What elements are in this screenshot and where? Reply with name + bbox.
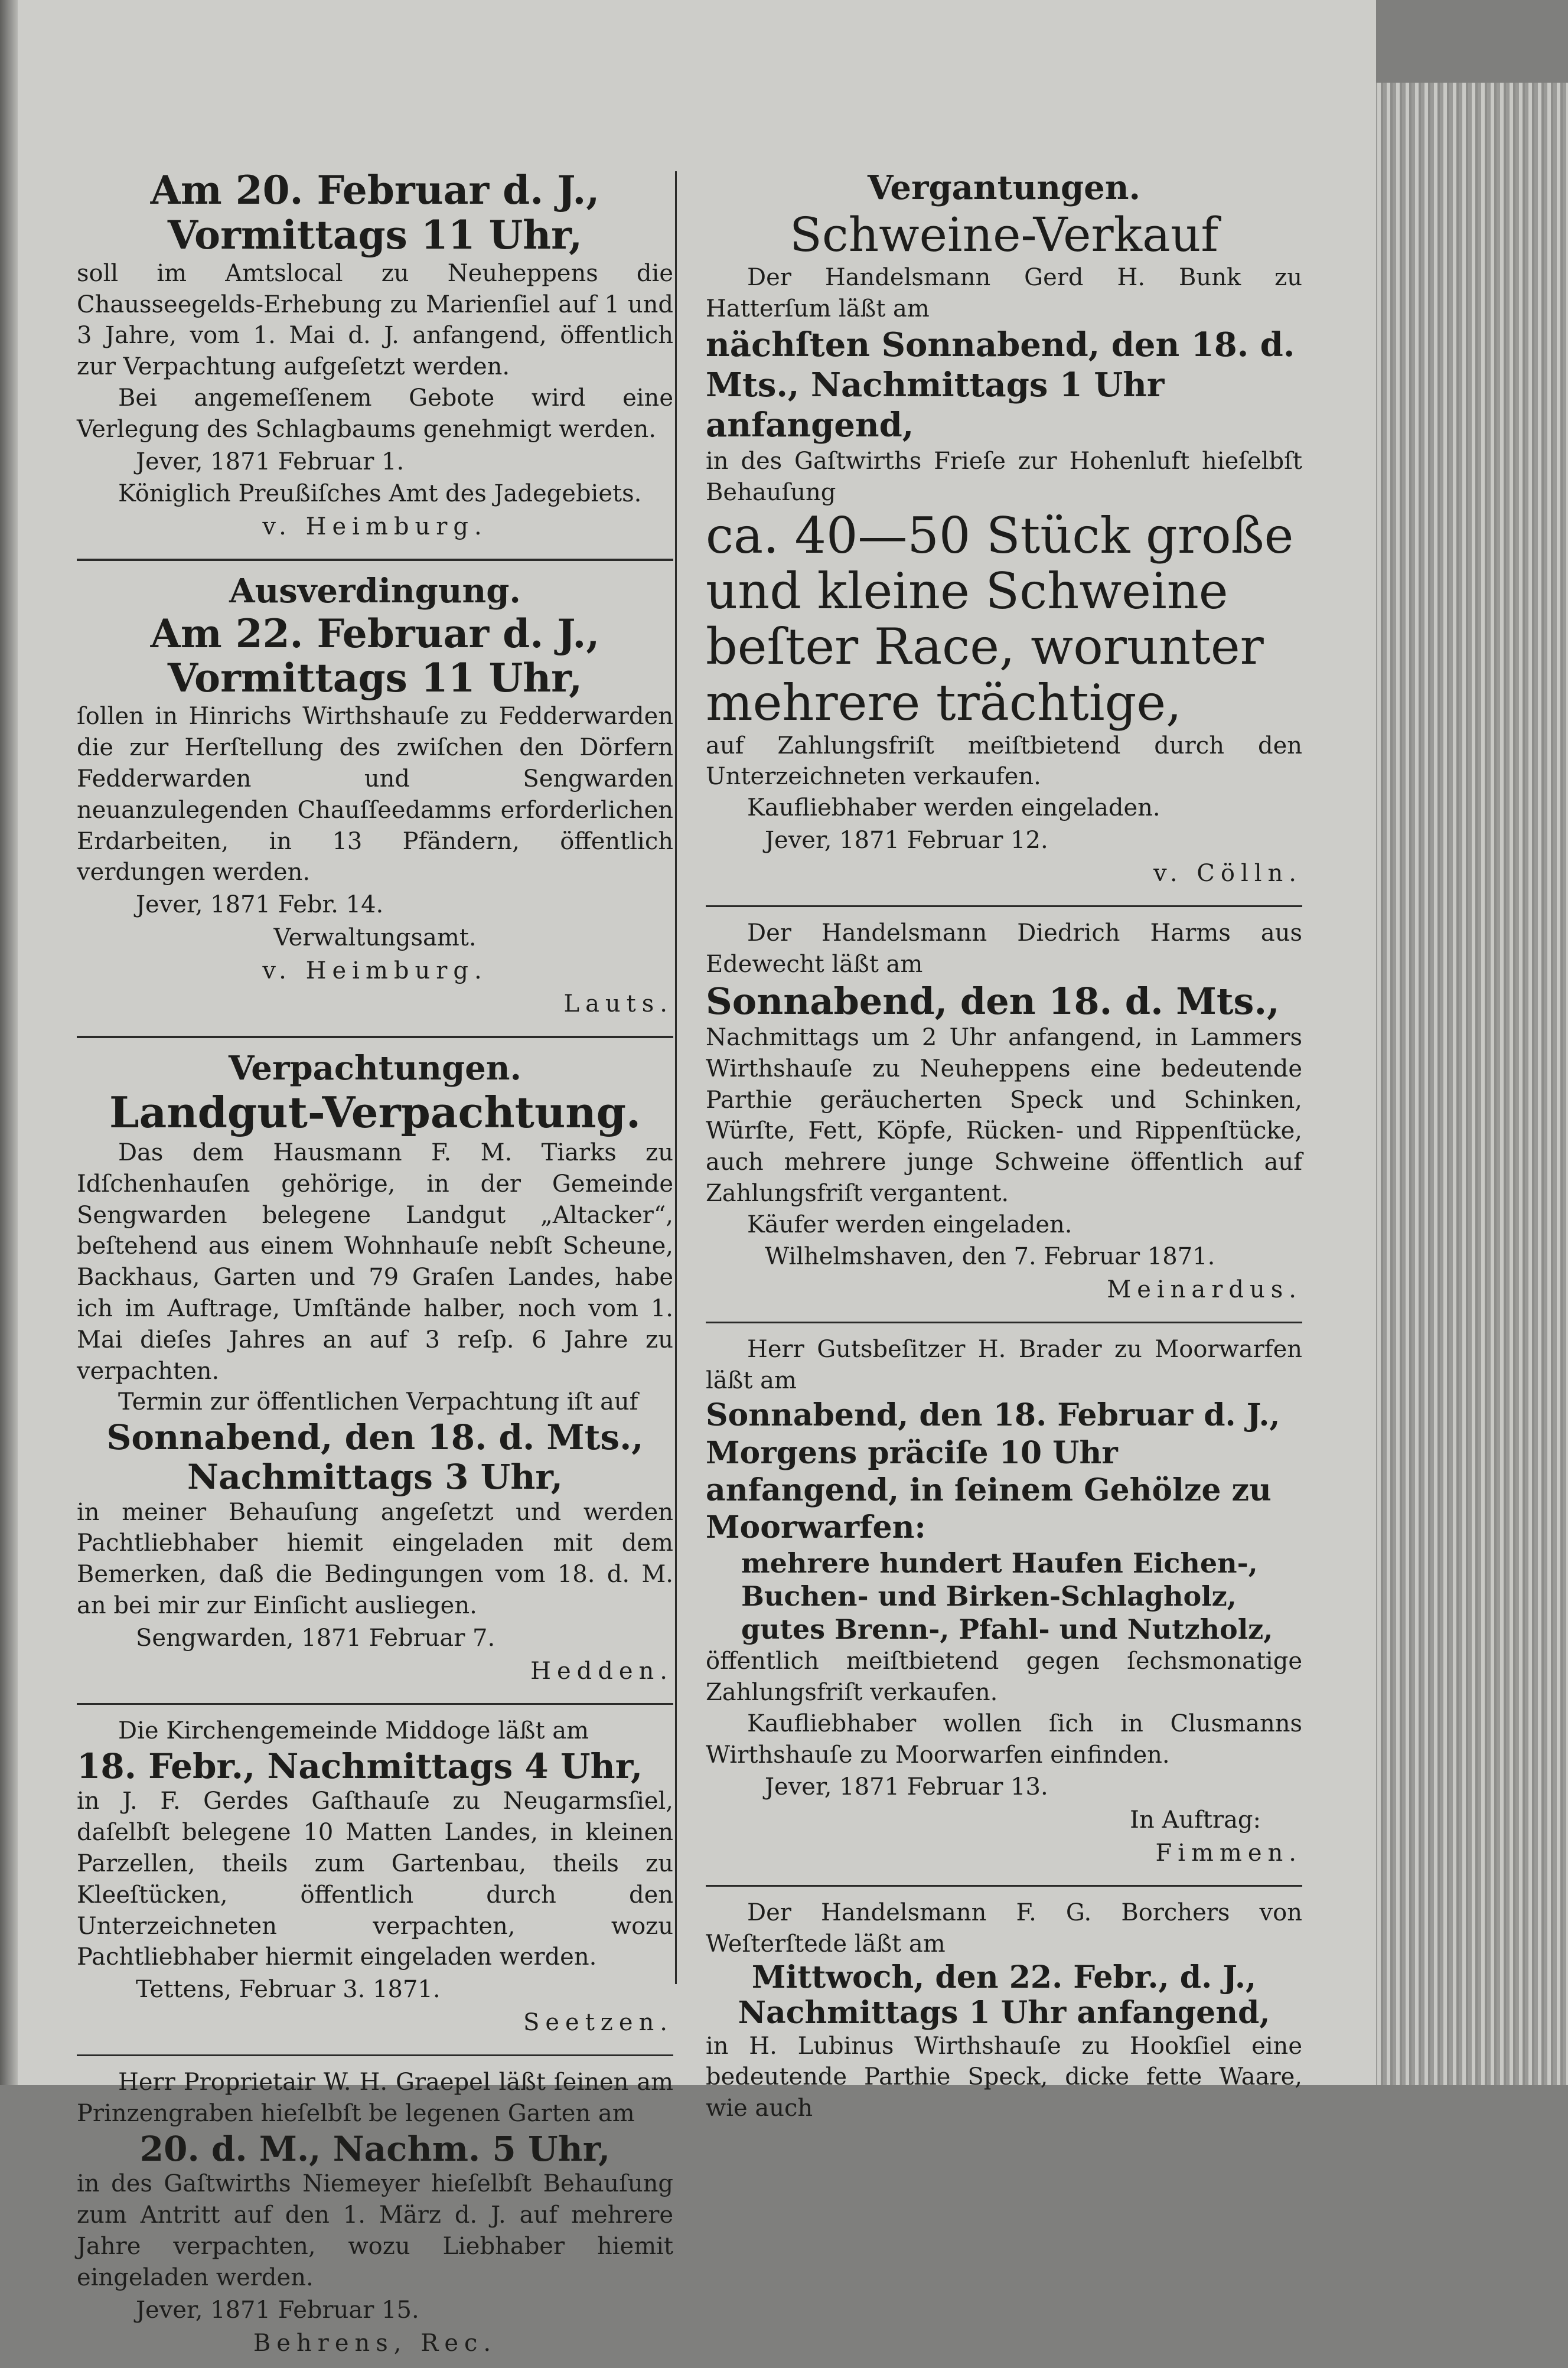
notice-heading: Am 20. Februar d. J., — [150, 167, 600, 213]
separator-rule — [706, 1885, 1302, 1887]
notice-text: Kaufliebhaber werden eingeladen. — [747, 794, 1160, 822]
section-title: Vergantungen. — [868, 168, 1140, 207]
notice-text: in des Gaſtwirths Niemeyer hieſelbſt Behauſung zum Antritt auf den 1. März d. J. auf mehrere Jahre verpachten, wozu Liebhaber hiemit eingeladen werden. — [77, 2170, 673, 2291]
notice-text: in meiner Behauſung angeſetzt und werden Pachtliebhaber hiemit eingeladen mit dem Bemerken, daß die Bedingungen vom 18. d. M. an bei mir zur Einſicht ausliegen. — [77, 1498, 673, 1620]
notice-text: in des Gaſtwirths Frieſe zur Hohenluft hieſelbſt Behauſung — [706, 447, 1302, 506]
notice-heading: Vormittags 11 Uhr, — [167, 655, 583, 702]
notice-date: Sengwarden, 1871 Februar 7. — [136, 1624, 495, 1652]
notice-chaussee-verpachtung — [77, 168, 673, 552]
notice-heading: Am 22. Februar d. J., — [150, 610, 600, 657]
notice-office: Königlich Preußiſches Amt des Jadegebiets. — [118, 480, 642, 507]
notice-text: Herr Proprietair W. H. Graepel läßt ſeinen am Prinzengraben hieſelbſt be legenen Garten am — [77, 2069, 673, 2127]
notice-heading: 20. d. M., Nachm. 5 Uhr, — [139, 2128, 611, 2169]
separator-rule — [77, 1703, 673, 1705]
notice-date: Jever, 1871 Februar 1. — [136, 448, 405, 475]
notice-subheading: mehrere hundert Haufen Eichen-, Buchen- und Birken-Schlagholz, gutes Brenn-, Pfahl- und Nutzholz, — [741, 1547, 1273, 1646]
notice-text: in H. Lubinus Wirthshauſe zu Hookſiel eine bedeutende Parthie Speck, dicke fette Waare, wie auch — [706, 2032, 1302, 2122]
notice-signature: v. Cölln. — [1153, 860, 1302, 888]
notice-text: in J. F. Gerdes Gaſthauſe zu Neugarmsſiel, daſelbſt belegene 10 Matten Landes, in kleinen Parzellen, theils zum Gartenbau, theils zu Kleeſtücken, öffentlich durch den Unterzeichneten verpachten, wozu Pachtliebhaber hiermit eingeladen werden. — [77, 1788, 673, 1971]
notice-date: Jever, 1871 Februar 12. — [765, 827, 1048, 854]
notice-title: Schweine-Verkauf — [790, 207, 1218, 263]
separator-rule — [77, 1036, 673, 1038]
notice-heading: Sonnabend, den 18. d. Mts., — [706, 979, 1280, 1023]
notice-highlight: ca. 40—50 Stück große und kleine Schweine beſter Race, worunter mehrere trächtige, — [706, 507, 1294, 732]
notice-signature: Lauts. — [563, 990, 673, 1018]
notice-middoge — [77, 1715, 673, 2047]
notice-date: Wilhelmshaven, den 7. Februar 1871. — [765, 1243, 1215, 1271]
notice-title: Ausverdingung. — [229, 572, 521, 611]
notice-heading: Sonnabend, den 18. Februar d. J., Morgens präciſe 10 Uhr anfangend, in ſeinem Gehölze zu Moorwarfen: — [706, 1397, 1280, 1546]
notice-landgut-verpachtung — [77, 1049, 673, 1696]
right-column — [706, 168, 1302, 2131]
column-divider — [675, 171, 677, 1984]
section-title: Verpachtungen. — [229, 1049, 521, 1088]
notice-heading: nächſten Sonnabend, den 18. d. Mts., Nachmittags 1 Uhr anfangend, — [706, 325, 1295, 445]
notice-graepel — [77, 2067, 673, 2367]
notice-text: Kaufliebhaber wollen ſich in Clusmanns Wirthshauſe zu Moorwarfen einfinden. — [706, 1710, 1302, 1769]
notice-text: öffentlich meiſtbietend gegen ſechsmonatige Zahlungsfriſt verkaufen. — [706, 1648, 1302, 1706]
notice-signature: v. Heimburg. — [262, 957, 488, 985]
notice-date: Jever, 1871 Februar 15. — [136, 2296, 419, 2324]
notice-text: Der Handelsmann Diedrich Harms aus Edewecht läßt am — [706, 919, 1302, 978]
notice-signature: Fimmen. — [1155, 1839, 1302, 1867]
notice-heading: Mittwoch, den 22. Febr., d. J., Nachmittags 1 Uhr anfangend, — [738, 1959, 1270, 2031]
notice-text: Nachmittags um 2 Uhr anfangend, in Lammers Wirthshauſe zu Neuheppens eine bedeutende Parthie geräucherten Speck und Schinken, Würſte, Fett, Köpfe, Rücken- und Rippenſtücke, auch mehrere junge Schweine öffentlich auf Zahlungsfriſt vergantent. — [706, 1023, 1302, 1207]
notice-harms — [706, 918, 1302, 1315]
notice-heading: Nachmittags 3 Uhr, — [187, 1456, 563, 1497]
notice-date: Jever, 1871 Februar 13. — [765, 1773, 1048, 1801]
notice-text: Der Handelsmann Gerd H. Bunk zu Hatterſum läßt am — [706, 264, 1302, 322]
newspaper-page — [18, 0, 1376, 2357]
notice-brader — [706, 1334, 1302, 1878]
notice-text: Der Handelsmann F. G. Borchers von Weſterſtede läßt am — [706, 1899, 1302, 1958]
notice-signature: v. Heimburg. — [262, 513, 488, 541]
notice-office: Verwaltungsamt. — [273, 924, 477, 952]
notice-text: Käufer werden eingeladen. — [747, 1211, 1073, 1238]
notice-title: Landgut-Verpachtung. — [109, 1087, 641, 1138]
notice-signature: Hedden. — [530, 1657, 673, 1685]
notice-text: soll im Amtslocal zu Neuheppens die Chausseegelds-Erhebung zu Marienſiel auf 1 und 3 Jahre, vom 1. Mai d. J. anfangend, öffentlich zur Verpachtung aufgeſetzt werden. — [77, 259, 673, 381]
notice-text: Bei angemeſſenem Gebote wird eine Verlegung des Schlagbaums genehmigt werden. — [77, 384, 673, 443]
notice-text: ſollen in Hinrichs Wirthshauſe zu Fedderwarden die zur Herſtellung des zwiſchen den Dörfern Fedderwarden und Sengwarden neuanzulegenden Chauſſeedamms erforderlichen Erdarbeiten, in 13 Pfändern, öffentlich verdungen werden. — [77, 703, 673, 886]
notice-signature: Meinardus. — [1107, 1276, 1302, 1304]
notice-signature: Seetzen. — [523, 2009, 673, 2037]
notice-heading: Sonnabend, den 18. d. Mts., — [106, 1417, 644, 1458]
notice-heading: 18. Febr., Nachmittags 4 Uhr, — [77, 1746, 643, 1786]
notice-signature: In Auftrag: — [1130, 1806, 1261, 1834]
page-edges — [1364, 83, 1568, 2085]
book-spine — [0, 0, 18, 2085]
notice-text: auf Zahlungsfriſt meiſtbietend durch den Unterzeichneten verkaufen. — [706, 732, 1302, 791]
notice-text: Herr Gutsbeſitzer H. Brader zu Moorwarfen läßt am — [706, 1336, 1302, 1395]
notice-text: Termin zur öffentlichen Verpachtung iſt auf — [118, 1388, 638, 1416]
separator-rule — [77, 559, 673, 561]
separator-rule — [77, 2054, 673, 2056]
notice-date: Tettens, Februar 3. 1871. — [136, 1976, 441, 2004]
left-column — [77, 168, 673, 2368]
notice-text: Das dem Hausmann F. M. Tiarks zu Idſchenhauſen gehörige, in der Gemeinde Sengwarden belegene Landgut „Altacker“, beſtehend aus einem Wohnhauſe nebſt Scheune, Backhaus, Garten und 79 Graſen Landes, habe ich im Auftrage, Umſtände halber, noch vom 1. Mai dieſes Jahres an auf 3 reſp. 6 Jahre zu verpachten. — [77, 1139, 673, 1385]
notice-signature: Behrens, Rec. — [253, 2329, 497, 2357]
notice-date: Jever, 1871 Febr. 14. — [136, 891, 384, 919]
notice-ausverdingung — [77, 572, 673, 1029]
notice-borchers — [706, 1897, 1302, 2131]
notice-schweine-verkauf — [706, 168, 1302, 898]
separator-rule — [706, 905, 1302, 907]
separator-rule — [706, 1322, 1302, 1323]
notice-heading: Vormittags 11 Uhr, — [167, 211, 583, 258]
notice-text: Die Kirchengemeinde Middoge läßt am — [118, 1717, 589, 1744]
